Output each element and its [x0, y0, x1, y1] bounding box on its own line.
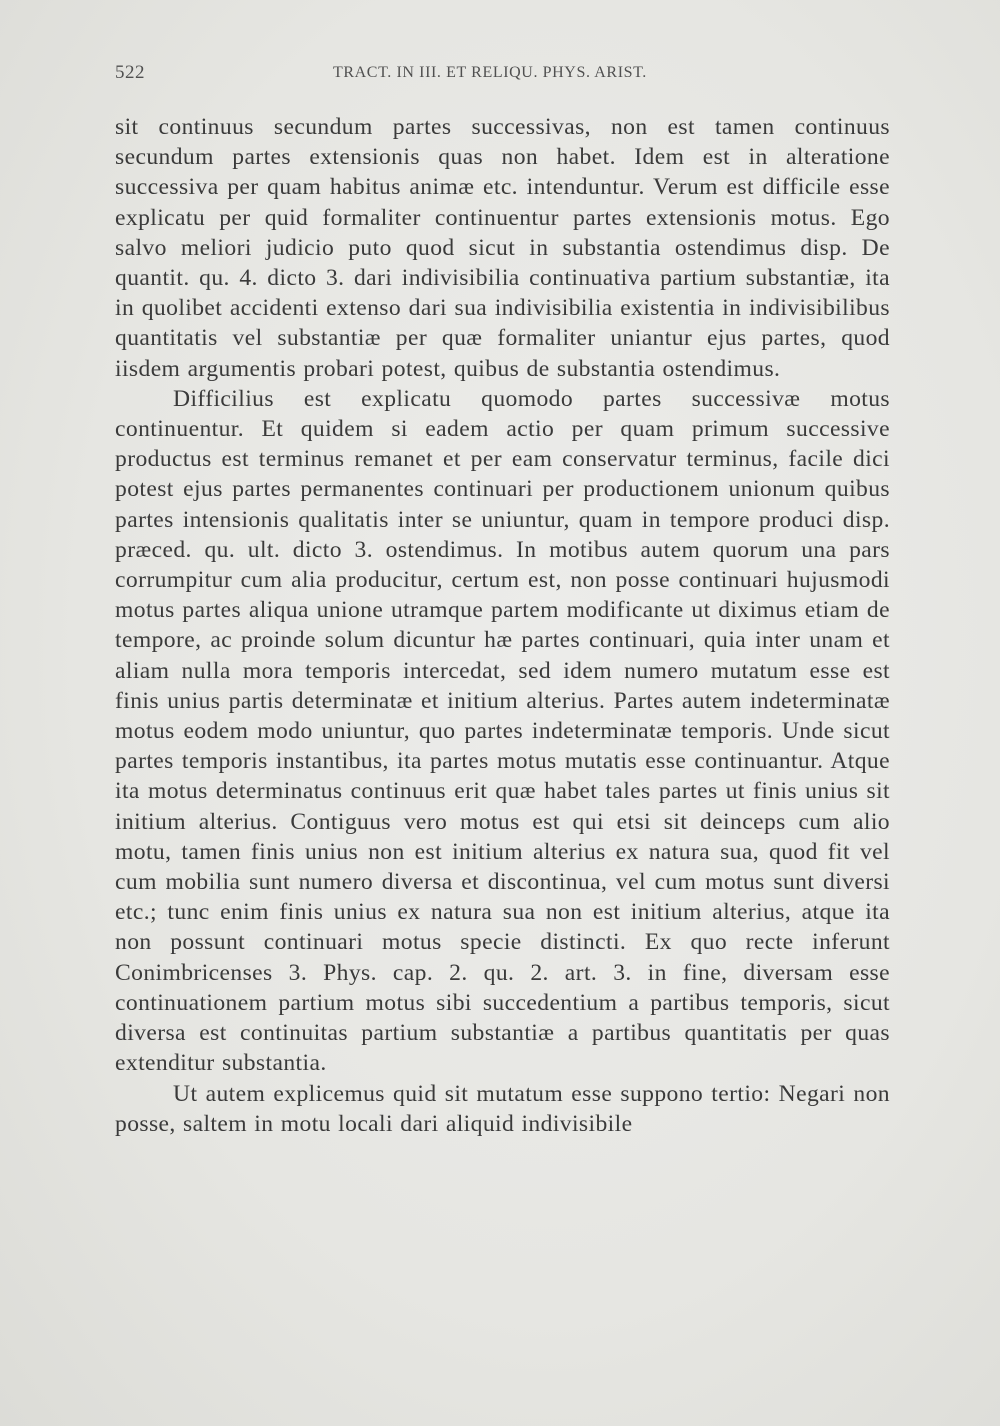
- paragraph: Difficilius est explicatu quomodo partes successivæ motus continuentur. Et quidem si eadem actio per quam primum successive productus est terminus remanet et per eam conservatur terminus, facile dici potest ejus partes permanentes continuari per productionem unionum quibus partes intensionis qualitatis inter se uniuntur, quam in tempore produci disp. præced. qu. ult. dicto 3. ostendimus. In motibus autem quorum una pars corrumpitur cum alia producitur, certum est, non posse continuari hujusmodi motus partes aliqua unione utramque partem modificante ut diximus etiam de tempore, ac proinde solum dicuntur hæ partes continuari, quia inter unam et aliam nulla mora temporis intercedat, sed idem numero mutatum esse est finis unius partis determinatæ et initium alterius. Partes autem indeterminatæ motus eodem modo uniuntur, quo partes indeterminatæ temporis. Unde sicut partes temporis instantibus, ita partes motus mutatis esse continuantur. Atque ita motus determinatus continuus erit quæ habet tales partes ut finis unius sit initium alterius. Contiguus vero motus est qui etsi sit deinceps cum alio motu, tamen finis unius non est initium alterius ex natura sua, quod fit vel cum mobilia sunt numero diversa et discontinua, vel cum motus sunt diversi etc.; tunc enim finis unius ex natura sua non est initium alterius, atque ita non possunt continuari motus specie distincti. Ex quo recte inferunt Conimbricenses 3. Phys. cap. 2. qu. 2. art. 3. in fine, diversam esse continuationem partium motus sibi succedentium a partibus temporis, sicut diversa est continuitas partium substantiæ a partibus quantitatis per quas extenditur substantia.: [115, 385, 890, 1077]
- paragraph: Ut autem explicemus quid sit mutatum esse suppono tertio: Negari non posse, saltem in motu locali dari aliquid indivisibile: [115, 1080, 890, 1137]
- page-number: 522: [115, 62, 145, 83]
- paragraph: sit continuus secundum partes successivas, non est tamen continuus secundum partes extensionis quas non habet. Idem est in alteratione successiva per quam habitus animæ etc. intenduntur. Verum est difficile esse explicatu per quid formaliter continuentur partes extensionis motus. Ego salvo meliori judicio puto quod sicut in substantia ostendimus disp. De quantit. qu. 4. dicto 3. dari indivisibilia continuativa partium substantiæ, ita in quolibet accidenti extenso dari sua indivisibilia existentia in indivisibilibus quantitatis vel substantiæ per quæ formaliter uniantur ejus partes, quod iisdem argumentis probari potest, quibus de substantia ostendimus.: [115, 114, 890, 382]
- body-text: [115, 112, 890, 1139]
- page-header: [115, 62, 895, 92]
- running-head: TRACT. IN III. ET RELIQU. PHYS. ARIST.: [333, 64, 647, 81]
